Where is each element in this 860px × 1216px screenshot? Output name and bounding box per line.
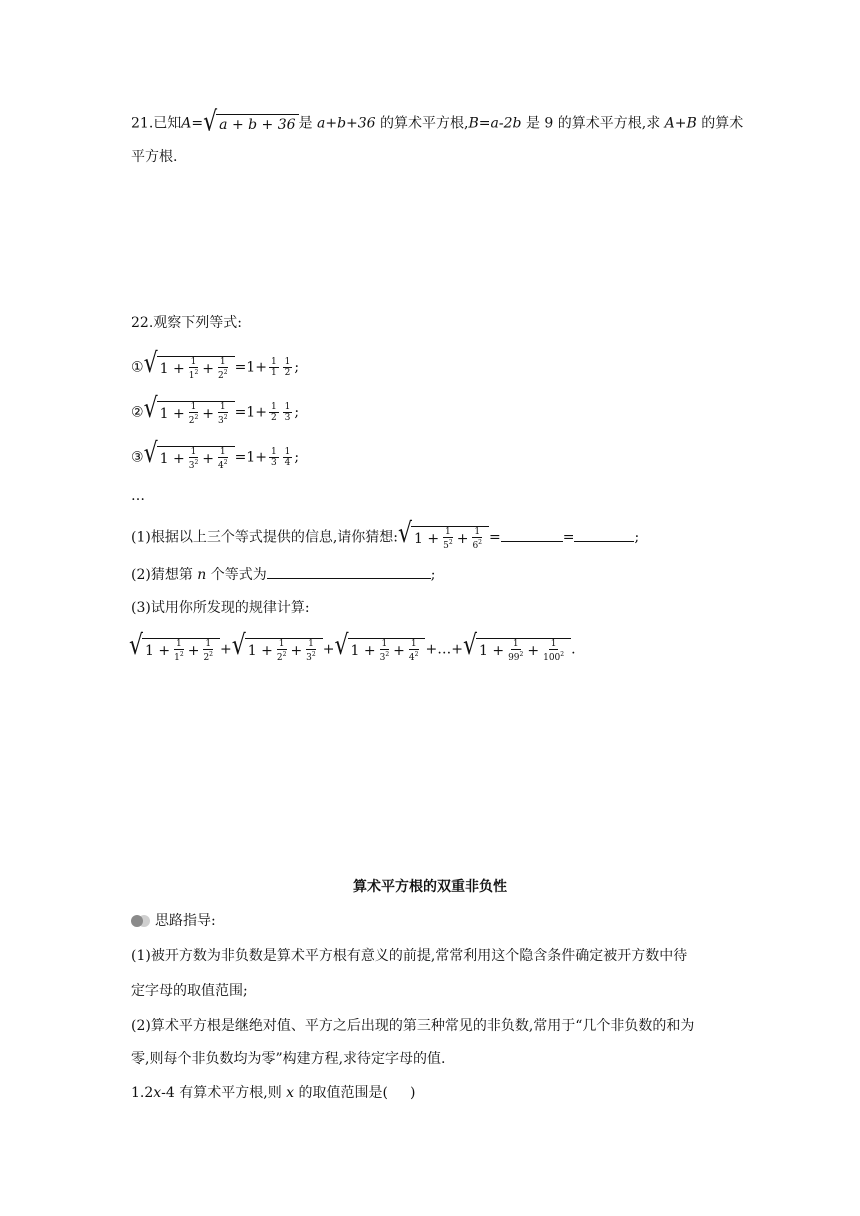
sum-term-1: √ 1 + $\frac{1}{1^2}$ + $\frac{1}{2^2}$ (129, 636, 220, 663)
q21-B: B (468, 115, 479, 132)
q21-sum: A+B (664, 115, 697, 132)
q22-eq2: ② √ 1 + $\frac{1}{2^2}$ + $\frac{1}{3^2}$ =1+ $\frac{1}{2}$ $\frac{1}{3}$ ; (131, 393, 300, 426)
q21-mid2: 的算术平方根, (380, 115, 469, 132)
part1-sqrt: √ 1 + $\frac{1}{5^2}$ + $\frac{1}{6^2}$ (398, 524, 489, 551)
q21-expr2: =a-2b (478, 115, 522, 132)
part2-n: n (197, 567, 207, 583)
section-p1-line1: (1)被开方数为非负数是算术平方根有意义的前提,常常利用这个隐含条件确定被开方数中待 (131, 948, 688, 964)
sum-term-2: √ 1 + $\frac{1}{2^2}$ + $\frac{1}{3^2}$ (232, 636, 323, 663)
section-heading: 算术平方根的双重非负性 (353, 879, 507, 895)
answer-blank-2[interactable] (574, 527, 634, 542)
q21-expr1: a+b+36 (317, 115, 376, 132)
q22-part2: (2)猜想第 n 个等式为 ; (131, 564, 436, 585)
part2-prefix: (2)猜想第 (131, 567, 193, 583)
q21-line2: 平方根. (131, 149, 178, 165)
section-p2-line1: (2)算术平方根是继绝对值、平方之后出现的第三种常见的非负数,常用于“几个非负数的和为 (131, 1018, 695, 1034)
q22-title: 22.观察下列等式: (131, 315, 242, 331)
q21-radicand: a + b + 36 (216, 114, 298, 135)
eq3-sqrt: √ 1 + $\frac{1}{3^2}$ + $\frac{1}{4^2}$ (144, 444, 235, 471)
answer-blank-1[interactable] (501, 527, 563, 542)
q21-mid3: 是 9 的算术平方根,求 (525, 115, 661, 132)
sum-term-last: √ 1 + $\frac{1}{99^2}$ + $\frac{1}{100^2}$ (463, 636, 571, 663)
q21-eq: = (191, 115, 204, 132)
q21-mid1: 是 (298, 115, 313, 132)
q22-part3: (3)试用你所发现的规律计算: (131, 600, 310, 616)
q21-sqrt: √ a + b + 36 (203, 112, 298, 135)
tip-bullet-icon (131, 914, 151, 928)
eq2-tail: =1+ (234, 404, 267, 421)
eq1-tail: =1+ (234, 359, 267, 376)
q21-mid4: 的算术 (701, 115, 744, 132)
eq2-sqrt: √ 1 + $\frac{1}{2^2}$ + $\frac{1}{3^2}$ (144, 399, 235, 426)
q21-A: A (181, 115, 192, 132)
q22-dots: … (131, 488, 145, 504)
section-p1-line2: 定字母的取值范围; (131, 983, 248, 999)
eq3-tail: =1+ (234, 449, 267, 466)
q22-part1: (1)根据以上三个等式提供的信息,请你猜想: √ 1 + $\frac{1}{5^2}$ + $\frac{1}{6^2}$ = = ; (131, 518, 640, 551)
part1-text: (1)根据以上三个等式提供的信息,请你猜想: (131, 529, 398, 546)
section-question-1: 1.2x-4 有算术平方根,则 x 的取值范围是( ) (131, 1085, 416, 1101)
q21-line1 (131, 106, 744, 138)
q22-sum-expression: √ 1 + $\frac{1}{1^2}$ + $\frac{1}{2^2}$ + √ 1 + $\frac{1}{2^2}$ + $\frac{1}{3^2}$ + √ 1 + $\frac{1}{3^2}$ + $\frac{1}{4^2}$ +…+ √ 1 + $\frac{1}{99^2}$ + $\frac{1}{100^2}$ . (129, 630, 576, 663)
q22-eq3: ③ √ 1 + $\frac{1}{3^2}$ + $\frac{1}{4^2}$ =1+ $\frac{1}{3}$ $\frac{1}{4}$ ; (131, 438, 300, 471)
tip-label-row (131, 911, 216, 931)
eq1-mark: ① (131, 359, 144, 376)
part2-suffix: 个等式为 (210, 567, 267, 583)
section-p2-line2: 零,则每个非负数均为零”构建方程,求待定字母的值. (131, 1051, 446, 1067)
tip-label: 思路指导: (155, 913, 216, 929)
sum-term-3: √ 1 + $\frac{1}{3^2}$ + $\frac{1}{4^2}$ (334, 636, 425, 663)
q21-prefix: 21.已知 (131, 115, 182, 132)
eq2-mark: ② (131, 404, 144, 421)
answer-blank-3[interactable] (267, 564, 431, 579)
eq1-sqrt: √ 1 + $\frac{1}{1^2}$ + $\frac{1}{2^2}$ (144, 354, 235, 381)
q22-eq1: ① √ 1 + $\frac{1}{1^2}$ + $\frac{1}{2^2}$ =1+ $\frac{1}{1}$ $\frac{1}{2}$ ; (131, 348, 300, 381)
eq3-mark: ③ (131, 449, 144, 466)
